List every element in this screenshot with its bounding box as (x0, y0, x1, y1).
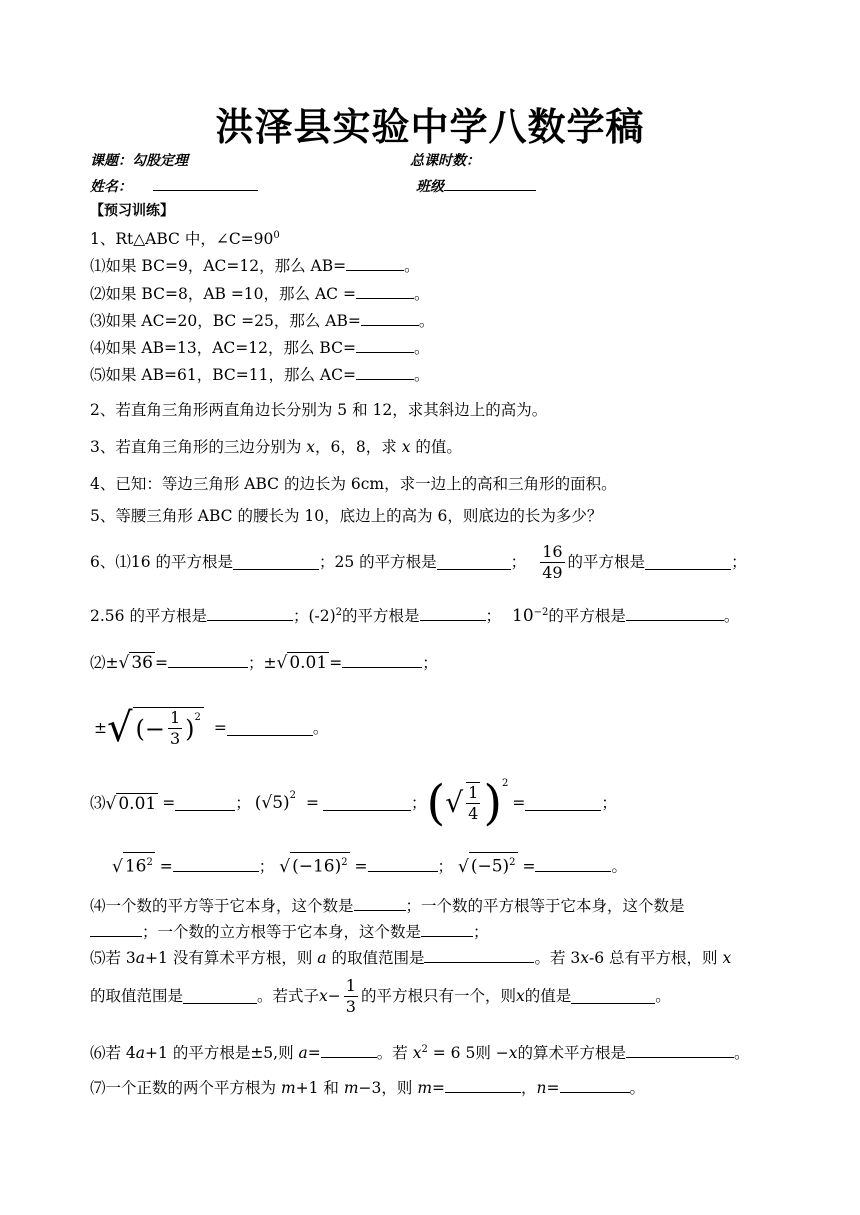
q1-item-5-text: ⑸如果 AB=61，BC=11，那么 AC= (90, 366, 356, 384)
q6-l2a: 2.56 的平方根是 (90, 607, 207, 626)
topic-row (90, 150, 188, 170)
q6-p5-var-x2: x (319, 987, 328, 1005)
q1-item-4-end: 。 (413, 339, 430, 357)
q6-p3c-den: 4 (468, 804, 479, 823)
q6-p5i: 的平方根只有一个，则 (360, 987, 516, 1005)
q1-item-2-text: ⑵如果 BC=8，AB =10，那么 AC = (90, 285, 356, 303)
q6-l2d: ； (485, 607, 502, 626)
q6-blank-2[interactable] (437, 555, 511, 570)
q6-p3f-rad: (−16) (292, 856, 342, 877)
q6-p3g-sup: 2 (509, 857, 516, 868)
q1-item-1 (90, 256, 420, 276)
q6-blank-8[interactable] (342, 653, 422, 668)
topic-label: 课题： (90, 153, 132, 169)
sqrt-001: √ 0.01 (276, 653, 328, 673)
q1-item-2-end: 。 (413, 285, 430, 303)
q6-blank-1[interactable] (233, 555, 319, 570)
q6-part3-line2 (112, 852, 627, 877)
q6-blank-23[interactable] (626, 1043, 734, 1058)
q6-p3e-rad: 16 (124, 856, 147, 877)
q6-p5j: 的值是 (524, 987, 572, 1005)
q6-p7a: ⑺一个正数的两个平方根为 (90, 1079, 281, 1097)
paren-close: ) (483, 775, 503, 831)
q6-l1b: ；25 的平方根是 (319, 553, 437, 571)
q6-p6c: = (307, 1044, 321, 1063)
q6-p6-var-x2: x (508, 1044, 518, 1063)
q6-frac-num: 16 (542, 541, 563, 561)
q6-p2d: ± (94, 719, 107, 737)
q6-p2b: ；± (247, 654, 277, 672)
q1-item-5 (90, 365, 429, 385)
q6-p2a: ⑵± (90, 654, 119, 672)
q6-blank-5[interactable] (420, 606, 486, 621)
q4: 4、已知：等边三角形 ABC 的边长为 6cm，求一边上的高和三角形的面积。 (90, 475, 617, 493)
q6-p3c-sup: 2 (502, 778, 509, 789)
q6-p5c: 的取值范围是 (326, 949, 425, 967)
q6-p6-var-x: x (412, 1044, 422, 1063)
q6-p5f: 的取值范围是 (90, 987, 184, 1005)
q6-p3g: ； (437, 857, 454, 876)
class-row (416, 176, 536, 196)
q6-blank-24[interactable] (445, 1078, 521, 1093)
q3-text-a: 3、若直角三角形的三边分别为 (90, 438, 307, 456)
q6-p5h: − (327, 987, 341, 1005)
q6-p5-frac (344, 976, 358, 1017)
q6-blank-12[interactable] (525, 796, 601, 811)
q6-p7e: ， (521, 1079, 537, 1097)
q6-part6 (90, 1040, 750, 1063)
q6-blank-9[interactable] (227, 721, 313, 736)
q6-part5-line1 (90, 948, 731, 968)
sqrt-36-radicand: 36 (131, 653, 153, 673)
q1-blank-2[interactable] (356, 284, 414, 299)
q1-item-5-end: 。 (413, 366, 430, 384)
q6-p3-eq-6: = (522, 857, 536, 876)
sqrt-sign-large: √ (107, 705, 133, 751)
q1-blank-5[interactable] (356, 365, 414, 380)
q1-intro-text: 1、Rt△ABC 中，∠C=90 (90, 230, 274, 249)
q2: 2、若直角三角形两直角边长分别为 5 和 12，求其斜边上的高为。 (90, 401, 548, 419)
q6-p6-var-a: a (135, 1044, 146, 1063)
q6-p3c: ； (411, 794, 427, 812)
q6-blank-17[interactable] (90, 922, 142, 937)
q6-p2d-sup: 2 (194, 712, 201, 723)
q1-item-1-end: 。 (404, 257, 420, 275)
sqrt-001-radicand: 0.01 (289, 653, 328, 673)
q1-item-4 (90, 338, 429, 358)
q6-p5e: -6 总有平方根，则 (589, 949, 723, 967)
q6-p2d-close: ) (185, 714, 195, 743)
q6-blank-22[interactable] (321, 1043, 377, 1058)
q1-blank-1[interactable] (346, 256, 404, 271)
q6-p5-var-x3: x (515, 987, 525, 1005)
q6-p4c: 是 (669, 897, 685, 915)
q6-p2-eq-2: = (329, 654, 343, 672)
q6-p2d-num: 1 (169, 708, 181, 727)
q6-p7-var-m: m (280, 1079, 296, 1097)
q6-blank-21[interactable] (571, 989, 655, 1004)
q6-p5g: 。若式子 (257, 987, 320, 1005)
q1-intro-sup: 0 (273, 230, 280, 241)
q6-blank-7[interactable] (168, 653, 248, 668)
q6-p7b: +1 和 (295, 1079, 344, 1097)
q3 (90, 437, 462, 457)
q6-p4d: ；一个数的立方根等于它本身，这个数是 (142, 923, 422, 941)
q6-blank-18[interactable] (421, 922, 473, 937)
name-blank[interactable] (153, 176, 258, 191)
sqrt-36: √ 36 (118, 653, 153, 673)
q6-p3-eq-5: = (354, 857, 368, 876)
q1-item-4-text: ⑷如果 AB=13，AC=12，那么 BC= (90, 339, 356, 357)
q6-p3b: ； (235, 794, 251, 812)
q6-l2g: 。 (723, 607, 740, 626)
q6-p2d-end: 。 (312, 719, 329, 737)
q6-part4-line2 (90, 922, 489, 942)
q6-p6-var-a2: a (298, 1044, 308, 1063)
q6-p2d-eq: = (213, 719, 227, 737)
q6-p3-end: 。 (611, 857, 627, 876)
q6-p3-eq-2: = (306, 794, 320, 812)
q6-p4b: ；一个数的平方根等于它本身，这个数 (405, 897, 670, 915)
q6-l2e-sup: −2 (533, 607, 549, 618)
q6-p7d: = (432, 1079, 446, 1097)
q6-l1a: 6、⑴16 的平方根是 (90, 553, 234, 571)
q6-frac-den: 49 (542, 562, 563, 582)
q1-item-1-text: ⑴如果 BC=9，AC=12，那么 AB= (90, 257, 347, 275)
q6-p6f: 的算术平方根是 (517, 1044, 627, 1063)
q1-blank-3[interactable] (361, 311, 419, 326)
sqrt-quarter-frac (466, 782, 480, 824)
class-label: 班级 (416, 179, 444, 195)
q6-p3f-sup: 2 (341, 857, 348, 868)
page-title: 洪泽县实验中学八数学稿 (215, 105, 645, 149)
q6-p3a: ⑶ (90, 794, 106, 812)
q1-item-3-end: 。 (418, 312, 435, 330)
sqrt-neg5sq: √ $(-5)^2$ (458, 857, 518, 877)
q6-p5a-var: a (135, 949, 146, 967)
q6-part4-line1 (90, 896, 685, 916)
sqrt-frac-radicand (133, 707, 204, 749)
q6-blank-16[interactable] (354, 896, 406, 911)
q6-p5k: 。 (655, 987, 671, 1005)
q6-p7-var-n: n (536, 1079, 547, 1097)
q3-var-x-2: x (401, 438, 411, 456)
q6-p3d: ； (601, 794, 617, 812)
q6-blank-20[interactable] (183, 989, 257, 1004)
q1-item-2 (90, 284, 429, 304)
q6-l2c: 的平方根是 (342, 607, 420, 626)
q6-l1c: ； (510, 553, 527, 571)
name-row (90, 176, 258, 196)
q6-p3-eq-1: = (162, 794, 176, 812)
q6-p3b-expr: (√5) (254, 793, 290, 813)
q3-text-c: 的值。 (410, 438, 462, 456)
q3-text-b: ，6，8，求 (315, 438, 402, 456)
q6-blank-3[interactable] (645, 555, 731, 570)
q6-blank-4[interactable] (207, 606, 293, 621)
q6-p7g: 。 (629, 1079, 646, 1097)
q6-p7-var-m2: m (343, 1079, 359, 1097)
sqrt-16sq-radicand (123, 852, 155, 877)
q6-blank-10[interactable] (175, 796, 235, 811)
q1-item-3-text: ⑶如果 AC=20，BC =25，那么 AB= (90, 312, 361, 330)
q6-p3f: ； (258, 857, 275, 876)
paren-open: ( (426, 775, 446, 831)
total-lessons-label: 总课时数： (410, 153, 480, 169)
name-label: 姓名： (90, 179, 132, 195)
sqrt-16sq: √ $16^2$ (112, 857, 155, 877)
q6-p3-eq-3: = (512, 794, 526, 812)
q6-p2d-frac (168, 708, 182, 749)
q6-p6-sup: 2 (421, 1044, 428, 1055)
q6-l2e: 10 (512, 606, 534, 627)
q6-l2f: 的平方根是 (548, 607, 626, 626)
q6-p5-den: 3 (345, 996, 356, 1016)
q6-line-1 (90, 540, 747, 584)
q6-p5-var-x: x (722, 949, 732, 967)
q6-p2c: ； (422, 654, 438, 672)
sqrt-neg16sq: √ $(-16)^2$ (279, 857, 349, 877)
q6-blank-6[interactable] (626, 606, 724, 621)
q6-blank-25[interactable] (560, 1078, 630, 1093)
q6-p6d: 。若 (376, 1044, 413, 1063)
q5: 5、等腰三角形 ABC 的腰长为 10，底边上的高为 6，则底边的长为多少？ (90, 507, 603, 525)
q6-part3-line1 (90, 774, 617, 832)
class-blank[interactable] (444, 176, 536, 191)
q6-l1d: 的平方根是 (567, 553, 646, 571)
q6-p6e: = 6 5则 − (427, 1044, 509, 1063)
q6-p2d-expr: (− (135, 714, 165, 743)
q6-p3g-rad: (−5) (470, 856, 510, 877)
sqrt-neg5sq-radicand (469, 852, 518, 877)
q6-p4e: ； (473, 923, 489, 941)
q6-line-2 (90, 603, 739, 626)
q6-p7c: −3，则 (358, 1079, 418, 1097)
q6-blank-13[interactable] (173, 857, 259, 872)
sqrt-neg16sq-radicand (290, 852, 350, 877)
q6-p5b: +1 没有算术平方根，则 (145, 949, 318, 967)
q1-item-3 (90, 311, 434, 331)
q6-p3-eq-4: = (159, 857, 173, 876)
q6-p3e-sup: 2 (146, 857, 153, 868)
q6-p2d-den: 3 (169, 729, 181, 748)
section-heading: 【预习训练】 (90, 203, 174, 219)
sqrt-001-b-radicand: 0.01 (118, 793, 157, 814)
sqrt-quarter-sign: √ (445, 786, 464, 819)
q1-intro (90, 226, 280, 249)
sqrt-001-b: √ 0.01 (105, 793, 157, 814)
q6-blank-11[interactable] (323, 796, 411, 811)
q6-p5-var-a: a (317, 949, 327, 967)
q6-part2-line1 (90, 652, 438, 673)
q6-p6g: 。 (734, 1044, 750, 1063)
q6-l1e: ； (731, 553, 747, 571)
q6-p2-eq-1: = (154, 654, 168, 672)
q6-p6b: +1 的平方根是±5,则 (145, 1044, 299, 1063)
q6-p7f: = (546, 1079, 560, 1097)
q6-part5-line2 (90, 974, 671, 1018)
q6-blank-15[interactable] (535, 857, 611, 872)
q3-var-x: x (306, 438, 316, 456)
q6-p4a: ⑷一个数的平方等于它本身，这个数是 (90, 897, 354, 915)
q6-part7 (90, 1078, 645, 1098)
q6-p6a: ⑹若 4 (90, 1044, 136, 1063)
q1-blank-4[interactable] (356, 338, 414, 353)
q6-fraction (540, 542, 564, 583)
q6-blank-14[interactable] (368, 857, 438, 872)
q6-p3c-num: 1 (468, 783, 479, 802)
q6-p5-num: 1 (345, 975, 356, 995)
q6-p5a: ⑸若 3 (90, 949, 136, 967)
q6-blank-19[interactable] (424, 948, 534, 963)
q6-l2b: ；(-2) (292, 607, 336, 626)
q6-p5d-var: x (580, 949, 589, 967)
q6-l2b-sup: 2 (335, 607, 343, 618)
q6-p3b-sup: 2 (289, 790, 297, 801)
q6-part2-line2 (94, 700, 328, 756)
q6-p7-var-m3: m (417, 1079, 433, 1097)
topic-value: 勾股定理 (132, 153, 188, 169)
q6-p5d: 。若 3 (534, 949, 581, 967)
